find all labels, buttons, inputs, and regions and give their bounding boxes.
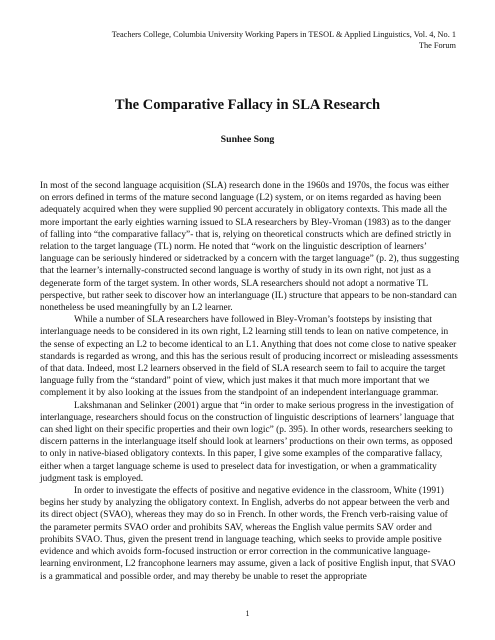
article-body — [40, 180, 460, 583]
paragraph: In order to investigate the effects of positive and negative evidence in the classroom, White (1991) begins her study by analyzing the obligatory context. In English, adverbs do not appear between the verb and its direct object (SVAO), whereas they may do so in French. In other words, the French verb-raising value of the parameter permits SVAO order and prohibits SAV, whereas the English value permits SAV order and prohibits SVAO. Thus, given the present trend in language teaching, which seeks to provide ample positive evidence and which avoids form-focused instruction or error correction in the communicative language-learning environment, L2 francophone learners may assume, given a lack of positive English input, that SVAO is a grammatical and possible order, and may thereby be unable to reset the appropriate — [40, 486, 456, 582]
article-title: The Comparative Fallacy in SLA Research — [114, 97, 381, 113]
page-number: 1 — [245, 609, 250, 618]
paragraph: While a number of SLA researchers have followed in Bley-Vroman’s footsteps by insisting that interlanguage needs to be considered in its own right, L2 learning still tends to lean on native competence, in the sense of expecting an L2 to become identical to an L1. Anything that does not come close to native speaker standards is regarded as wrong, and this has the serious result of producing incorrect or misleading assessments of that data. Indeed, most L2 learners observed in the field of SLA research seem to fail to acquire the target language fully from the “standard” point of view, which just makes it that much more important that we complement it by also looking at the issues from the standpoint of an independent interlanguage grammar. — [40, 315, 458, 399]
section-name: The Forum — [418, 41, 456, 50]
paragraph: Lakshmanan and Selinker (2001) argue that “in order to make serious progress in the investigation of interlanguage, researchers should focus on the construction of linguistic descriptions of learners’ language that can shed light on their specific properties and their own logic” (p. 395). In other words, researchers seeking to discern patterns in the interlanguage itself should look at learners’ productions on their own terms, as opposed to only in native-biased obligatory contexts. In this paper, I give some examples of the comparative fallacy, either when a target language scheme is used to preselect data for investigation, or when a grammaticality judgment task is employed. — [40, 400, 455, 484]
running-header — [36, 29, 456, 51]
journal-citation: Teachers College, Columbia University Working Papers in TESOL & Applied Linguistics, Vol. 4, No. 1 — [111, 30, 456, 39]
paragraph: In most of the second language acquisition (SLA) research done in the 1960s and 1970s, the focus was either on errors defined in terms of the mature second language (L2) system, or on items regarded as having been adequately acquired when they were supplied 90 percent accurately in obligatory contexts. This made all the more important the early eighties warning issued to SLA researchers by Bley-Vroman (1983) as to the danger of falling into “the comparative fallacy”- that is, relying on theoretical constructs which are defined strictly in relation to the target language (TL) norm. He noted that “work on the linguistic description of learners’ language can be seriously hindered or sidetracked by a concern with the target language” (p. 2), thus suggesting that the learner’s internally-constructed second language is worthy of study in its own right, not just as a degenerate form of the target system. In other words, SLA researchers should not adopt a normative TL perspective, but rather seek to discover how an interlanguage (IL) structure that appears to be non-standard can nonetheless be used meaningfully by an L2 learner. — [40, 181, 460, 314]
article-author: Sunhee Song — [220, 134, 275, 145]
